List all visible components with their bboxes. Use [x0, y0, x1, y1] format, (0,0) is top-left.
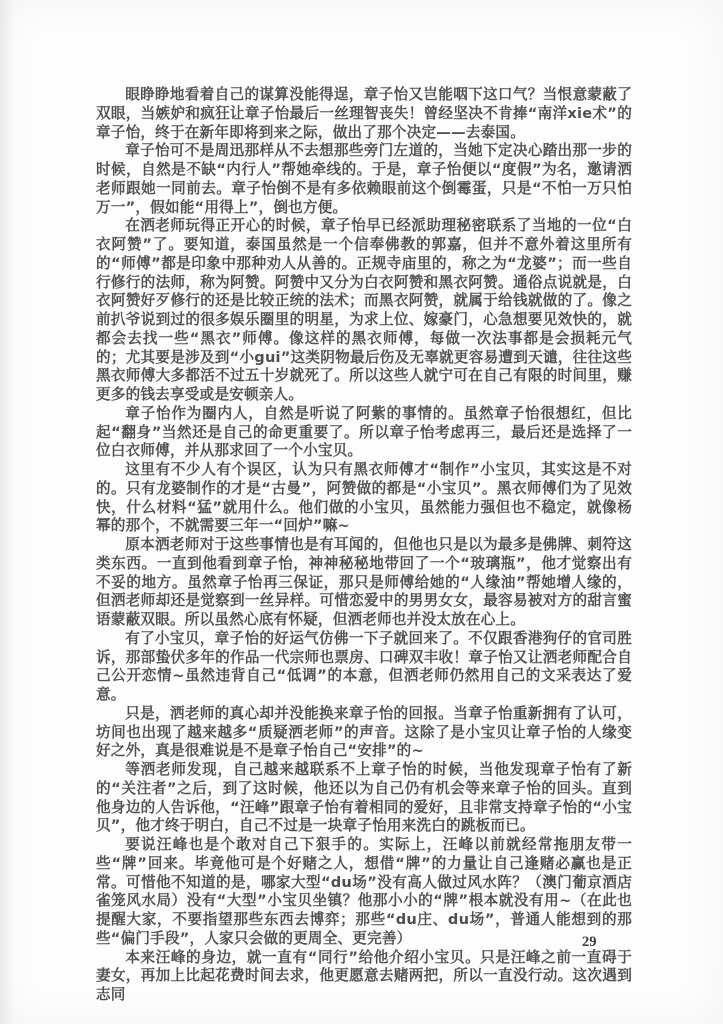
paragraph: 章子怡可不是周迅那样从不去想那些旁门左道的，当她下定决心踏出那一步的时候，自然是不缺“内行人”帮她牵线的。于是，章子怡便以“度假”为名，邀请洒老师跟她一同前去。章子怡倒不是有多依赖眼前这个倒霉蛋，只是“不怕一万只怕万一”，假如能“用得上”，倒也方便。	[96, 142, 632, 216]
text-block	[96, 86, 632, 1005]
paragraph: 只是，洒老师的真心却并没能换来章子怡的回报。当章子怡重新拥有了认可，坊间也出现了越来越多“质疑洒老师”的声音。这除了是小宝贝让章子怡的人缘变好之外，真是很难说是不是章子怡自己“安排”的~	[96, 704, 632, 760]
paragraph: 这里有不少人有个误区，认为只有黑衣师傅才“制作”小宝贝，其实这是不对的。只有龙婆制作的才是“古曼”，阿赞做的都是“小宝贝”。黑衣师傅们为了见效快，什么材料“猛”就用什么。他们做的小宝贝，虽然能力强但也不稳定，就像杨幂的那个，不就需要三年一“回炉”嘛~	[96, 461, 632, 535]
paragraph: 眼睁睁地看着自己的谋算没能得逞，章子怡又岂能咽下这口气？当恨意蒙蔽了双眼，当嫉妒和疯狂让章子怡最后一丝理智丧失！曾经坚决不肯捧“南洋xie术”的章子怡，终于在新年即将到来之际，做出了那个决定——去泰国。	[96, 86, 632, 141]
page-number: 29	[582, 934, 597, 950]
paragraph: 本来汪峰的身边，就一直有“同行”给他介绍小宝贝。只是汪峰之前一直碍于妻女，再加上比起花费时间去求，他更愿意去赌两把，所以一直没行动。这次遇到志同	[96, 948, 632, 1003]
paragraph: 要说汪峰也是个敢对自己下狠手的。实际上，汪峰以前就经常拖朋友带一些“牌”回来。毕竟他可是个好赌之人，想借“牌”的力量让自己逢赌必赢也是正常。可惜他不知道的是，哪家大型“du场”没有高人做过风水阵？（澳门葡京酒店雀笼风水局）没有“大型”小宝贝坐镇？他那小小的“牌”根本就没有用~（在此也提醒大家，不要指望那些东西去博弈；那些“du庄、du场”，普通人能想到的那些“偏门手段”，人家只会做的更周全、更完善）	[96, 836, 632, 947]
paragraph: 等洒老师发现，自己越来越联系不上章子怡的时候，当他发现章子怡有了新的“关注者”之后，到了这时候，他还以为自己仍有机会等来章子怡的回头。直到他身边的人告诉他，“汪峰”跟章子怡有着相同的爱好，且非常支持章子怡的“小宝贝”，他才终于明白，自己不过是一块章子怡用来洗白的跳板而已。	[96, 761, 632, 835]
paragraph: 有了小宝贝，章子怡的好运气仿佛一下子就回来了。不仅跟香港狗仔的官司胜诉，那部蛰伏多年的作品一代宗师也票房、口碑双丰收！章子怡又让洒老师配合自己公开恋情~虽然违背自己“低调”的本意，但洒老师仍然用自己的文采表达了爱意。	[96, 629, 632, 703]
paragraph: 章子怡作为圈内人，自然是听说了阿紫的事情的。虽然章子怡很想红，但比起“翻身”当然还是自己的命更重要了。所以章子怡考虑再三，最后还是选择了一位白衣师傅，并从那求回了一个小宝贝。	[96, 404, 632, 460]
paragraph: 原本洒老师对于这些事情也是有耳闻的，但他也只是以为最多是佛牌、刺符这类东西。一直到他看到章子怡，神神秘秘地带回了一个“玻璃瓶”，他才觉察出有不妥的地方。虽然章子怡再三保证，那只是师傅给她的“人缘油”帮她增人缘的，但洒老师却还是觉察到一丝异样。可惜恋爱中的男男女女，最容易被对方的甜言蜜语蒙蔽双眼。所以虽然心底有怀疑，但洒老师也并没太放在心上。	[96, 536, 632, 628]
paragraph: 在洒老师玩得正开心的时候，章子怡早已经派助理秘密联系了当地的一位“白衣阿赞”了。要知道，泰国虽然是一个信奉佛教的郭嘉，但并不意外着这里所有的“师傅”都是印象中那种劝人从善的。正规寺庙里的，称之为“龙婆”；而一些自行修行的法师，称为阿赞。阿赞中又分为白衣阿赞和黑衣阿赞。通俗点说就是，白衣阿赞好歹修行的还是比较正统的法术；而黑衣阿赞，就属于给钱就做的了。像之前扒爷说到过的很多娱乐圈里的明星，为求上位、嫁豪门，心急想要见效快的，就都会去找一些“黑衣”师傅。像这样的黑衣师傅，每做一次法事都是会损耗元气的；尤其要是涉及到“小gui”这类阴物最后伤及无辜就更容易遭到天谴，往往这些黑衣师傅大多都活不过五十岁就死了。所以这些人就宁可在自己有限的时间里，赚更多的钱去享受或是安顿亲人。	[96, 217, 632, 403]
